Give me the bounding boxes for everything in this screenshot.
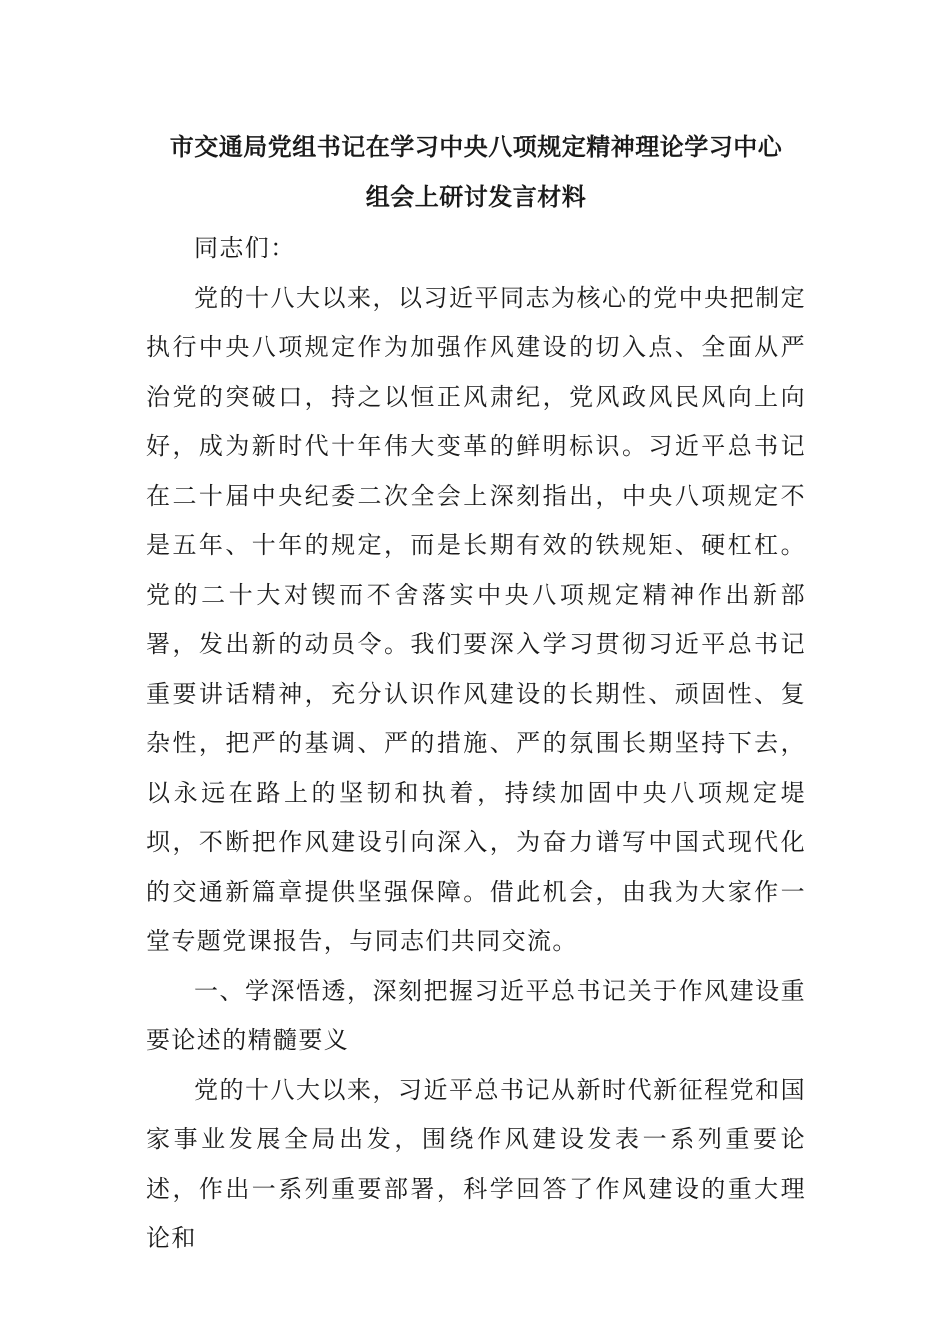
salutation: 同志们： [194, 234, 296, 262]
section-heading-1: 一、学深悟透，深刻把握习近平总书记关于作风建设重要论述的精髓要义 [146, 976, 806, 1054]
document-title [146, 122, 806, 222]
title-line-1: 市交通局党组书记在学习中央八项规定精神理论学习中心 [169, 133, 783, 161]
section-1-paragraph: 党的十八大以来，习近平总书记从新时代新征程党和国家事业发展全局出发，围绕作风建设发表一系列重要论述，作出一系列重要部署，科学回答了作风建设的重大理论和 [146, 1075, 806, 1252]
title-line-2: 组会上研讨发言材料 [365, 183, 587, 211]
document-body [146, 224, 806, 1264]
document-page [146, 122, 806, 1264]
intro-paragraph: 党的十八大以来，以习近平同志为核心的党中央把制定执行中央八项规定作为加强作风建设的切入点、全面从严治党的突破口，持之以恒正风肃纪，党风政风民风向上向好，成为新时代十年伟大变革的鲜明标识。习近平总书记在二十届中央纪委二次全会上深刻指出，中央八项规定不是五年、十年的规定，而是长期有效的铁规矩、硬杠杠。党的二十大对锲而不舍落实中央八项规定精神作出新部署，发出新的动员令。我们要深入学习贯彻习近平总书记重要讲话精神，充分认识作风建设的长期性、顽固性、复杂性，把严的基调、严的措施、严的氛围长期坚持下去，以永远在路上的坚韧和执着，持续加固中央八项规定堤坝，不断把作风建设引向深入，为奋力谱写中国式现代化的交通新篇章提供坚强保障。借此机会，由我为大家作一堂专题党课报告，与同志们共同交流。 [146, 283, 806, 955]
